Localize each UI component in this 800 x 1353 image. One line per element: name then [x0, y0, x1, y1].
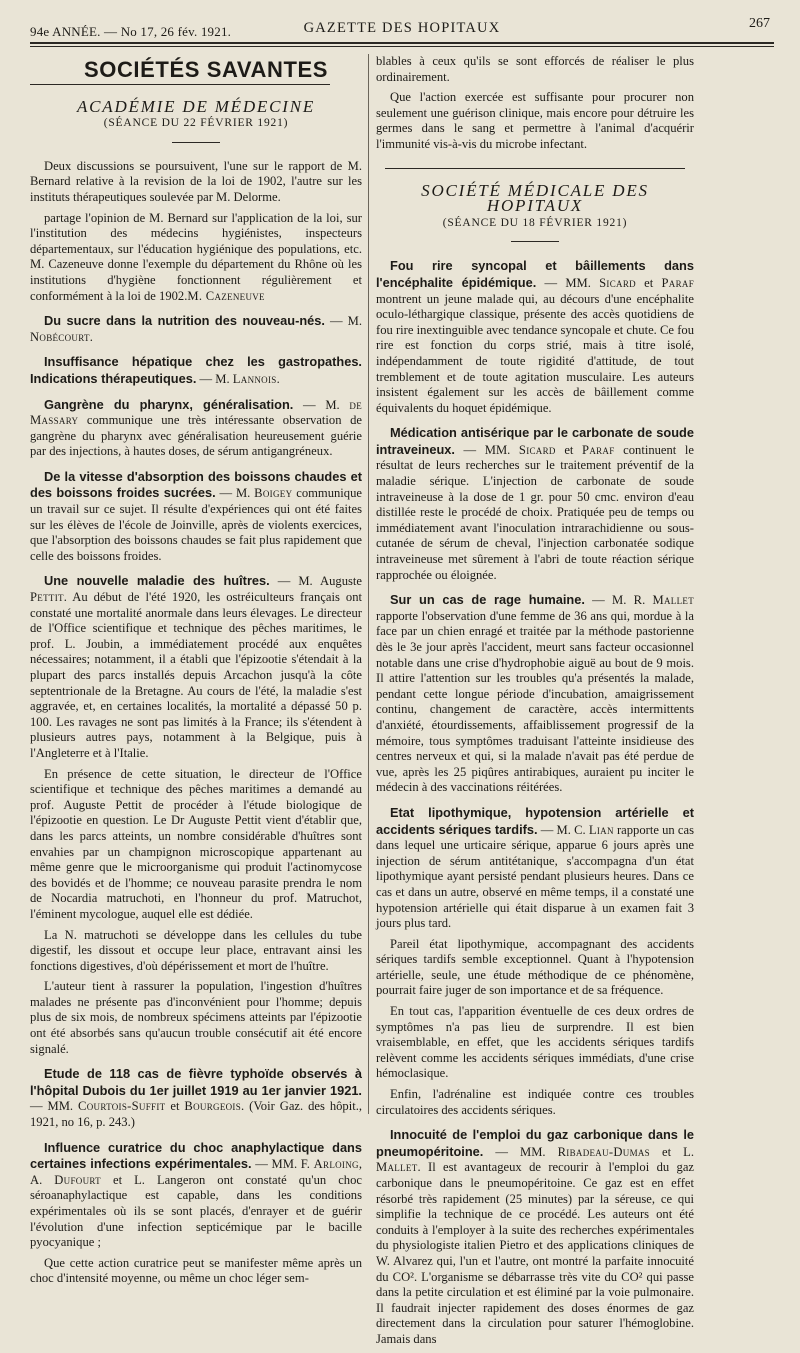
article-paragraph — [30, 767, 362, 923]
author-name: M. Cazeneuve — [187, 288, 265, 303]
article-paragraph — [30, 313, 362, 345]
article-paragraph — [376, 258, 694, 416]
author-name: Ribadeau-Dumas — [557, 1144, 650, 1159]
article-heading: Etude de 118 cas de fièvre typhoïde observés à l'hôpital Dubois du 1er juillet 1919 au 1er janvier 1921. — [30, 1066, 362, 1098]
article-paragraph — [376, 425, 694, 583]
article-text: — M. — [196, 371, 233, 386]
article-heading: Une nouvelle maladie des huîtres. — [44, 573, 270, 589]
author-name: Sicard — [518, 442, 556, 457]
author-name: Lannois — [232, 371, 277, 386]
article-paragraph — [376, 1127, 694, 1347]
article-paragraph — [30, 211, 362, 305]
article-text: . — [276, 371, 280, 386]
article-text: Pareil état lipothymique, accompagnant des accidents sériques tardifs semble exceptionnel. Quant à l'hypotension artérielle, seule, une étude méthodique de ce phénomène, pourrait faire juger de son importance et de sa fréquence. — [376, 936, 694, 998]
author-name: Arloing — [313, 1157, 359, 1172]
society-title-right: SOCIÉTÉ MÉDICALE DES HOPITAUX — [421, 180, 649, 216]
article-text: communique un travail sur ce sujet. Il résulte d'expériences qui ont été faites sur les élèves de l'école de Joinville, après de violents exercices, que l'absorption des boissons chaudes se fait plus rapidement que celle des boissons froides. — [30, 486, 362, 563]
article-paragraph — [376, 1087, 694, 1118]
issue-info: 94e ANNÉE. — No 17, 26 fév. 1921. — [30, 24, 232, 39]
article-heading: Sur un cas de rage humaine. — [390, 592, 585, 608]
header-rule — [30, 42, 774, 44]
article-paragraph — [30, 469, 362, 565]
section-rule-right — [385, 168, 685, 169]
article-heading: Insuffisance hépatique chez les gastropathes. Indications thérapeutiques. — [30, 354, 362, 386]
running-head — [30, 14, 774, 44]
article-text: . Au début de l'été 1920, les ostréiculteurs français ont constaté une mortalité anormale dans leurs élevages. Le directeur de l'Office scientifique et technique des pêches maritimes, le prof. L. Joubin, a immédiatement procédé aux enquêtes nécessaires; notamment, il a établi que l'épizootie s'étendait à la plupart des parcs installés depuis Arcachon jusqu'à la côte septentrionale de la Bretagne. Au cours de l'été, la maladie s'est aggravée, et, en certaines localités, la mortalité a dépassé 50 p. 100. Les ravages ne sont pas limités à la France; ils s'étendent à plusieurs autres pays, notamment à la Belgique, puis à l'Angleterre et à l'Italie. — [30, 590, 362, 760]
article-text: — M. — [324, 314, 362, 329]
article-text: , A. — [30, 1157, 362, 1187]
article-text: — MM. — [536, 275, 600, 290]
author-name: Paraf — [661, 275, 694, 290]
article-text: — M. R. — [584, 593, 653, 608]
article-text: rapporte un cas dans lequel une urticaire sérique, apparue 6 jours après une injection de sérum antitétanique, s'accompagna d'un état lipothymique ayant persisté pendant plusieurs heures. Dans ce cas et dans un autre, observé en même temps, il a constaté une hypotension artérielle qui était disparue à un examen fait 3 jours plus tard. — [376, 822, 695, 931]
article-heading: Etat lipothymique, hypotension artérielle et accidents sériques tardifs. — [376, 804, 694, 837]
author-name: Boigey — [254, 486, 293, 501]
article-text: et L. — [650, 1144, 694, 1159]
short-rule-right — [511, 241, 559, 242]
right-column — [376, 54, 694, 1353]
article-paragraph — [376, 592, 694, 796]
left-column — [30, 54, 362, 1292]
short-rule — [172, 142, 220, 143]
section-title: SOCIÉTÉS SAVANTES — [83, 57, 329, 82]
article-paragraph — [30, 573, 362, 761]
article-heading: Gangrène du pharynx, généralisation. — [44, 396, 294, 412]
right-articles — [376, 258, 694, 1347]
author-name: Paraf — [582, 442, 615, 457]
article-text: — M. — [215, 486, 255, 501]
article-paragraph — [376, 805, 694, 932]
article-paragraph — [30, 928, 362, 975]
article-text: En tout cas, l'apparition éventuelle de ces deux ordres de symptômes n'a pas lieu de surprendre. Il est bien vraisemblable, en effet, que les accidents sériques tardifs relèvent comme les accidents sériques immédiats, d'une crise hémoclasique. — [376, 1004, 694, 1081]
author-name: Lian — [588, 822, 614, 837]
article-text: . — [89, 329, 93, 344]
author-name: Sicard — [599, 275, 636, 290]
article-text: La N. matruchoti se développe dans les cellules du tube digestif, les dissout et occupe leur place, entravant ainsi les fonctions digestives, d'où dépérissement et mort de l'huître. — [30, 927, 362, 973]
article-paragraph — [30, 159, 362, 206]
article-text: — MM. — [30, 1099, 79, 1114]
author-name: Nobécourt — [30, 329, 90, 344]
header-rule-thin — [30, 46, 774, 47]
article-text: . (Voir Gaz. des hôpit., 1921, no 16, p. 243.) — [30, 1099, 363, 1130]
author-name: Courtois-Suffit — [78, 1099, 166, 1114]
article-paragraph — [30, 354, 362, 387]
article-heading: Innocuité de l'emploi du gaz carbonique dans le pneumopéritoine. — [376, 1127, 694, 1159]
article-text: et — [635, 275, 662, 290]
article-heading: De la vitesse d'absorption des boissons chaudes et des boissons froides sucrées. — [30, 468, 362, 501]
article-text: — MM. — [483, 1144, 558, 1159]
author-name: Pettit — [30, 590, 64, 605]
article-text: — M. Auguste — [269, 574, 362, 589]
article-paragraph — [30, 397, 362, 460]
article-text: et — [555, 442, 583, 457]
continued-text: blables à ceux qu'ils se sont efforcés de réaliser le plus ordinairement. — [376, 54, 694, 84]
article-paragraph — [30, 1066, 362, 1130]
article-paragraph — [30, 979, 362, 1057]
author-name: Bourgeois — [184, 1099, 242, 1114]
article-paragraph — [30, 1140, 362, 1251]
article-text: Que cette action curatrice peut se manifester même après un choc d'intensité moyenne, ou même un choc léger sem- — [30, 1255, 362, 1286]
article-text: rapporte l'observation d'une femme de 36 ans qui, mordue à la face par un chien enragé et traitée par la méthode pastorienne dès le 3e jour après l'accident, meurt sans facteur occasionnel notable dans une crise d'hydrophobie aiguë au bout de 9 mois. Il attire l'attention sur les troubles qu'a présentés la malade, pendant cette longue période d'incubation, amaigrissement continu, changement de caractère, accès intermittents d'anxiété, étourdissements, affaiblissement progressif de la mémoire, tous symptômes traduisant l'atteinte insidieuse des centres nerveux et qui, si la malade n'avait pas été perdue de vue, après les 25 piqûres antirabiques, auraient pu inciter le médecin à des vaccinations réitérées. — [376, 608, 694, 795]
article-text: et — [165, 1099, 185, 1114]
article-text: Deux discussions se poursuivent, l'une sur le rapport de M. Bernard relative à la revision de la loi de 1902, l'autre sur les instituts thérapeutiques soulevée par M. Delorme. — [30, 158, 362, 204]
society-title: ACADÉMIE DE MÉDECINE — [76, 96, 316, 116]
article-text: — MM. F. — [251, 1157, 314, 1172]
article-paragraph — [376, 937, 694, 999]
continued-text-2: Que l'action exercée est suffisante pour procurer non seulement une guérison clinique, mais encore pour détruire les germes dans le sang et permettre à l'animal d'acquérir l'immunité vis-à-vis du microbe infectant. — [376, 90, 694, 151]
article-paragraph — [376, 1004, 694, 1082]
article-text: Enfin, l'adrénaline est indiquée contre ces troubles circulatoires des accidents sériques. — [376, 1087, 694, 1117]
left-articles — [30, 159, 362, 1287]
article-text: communique une très intéressante observation de gangrène du pharynx avec généralisation heureusement guérie par des injections, à hautes doses, de sérum antigangréneux. — [30, 413, 362, 459]
section-rule — [30, 84, 330, 85]
journal-title: GAZETTE DES HOPITAUX — [303, 20, 501, 36]
article-heading: Du sucre dans la nutrition des nouveau-nés. — [44, 313, 325, 329]
article-paragraph — [30, 1256, 362, 1287]
author-name: de Massary — [30, 397, 362, 428]
article-heading: Fou rire syncopal et bâillements dans l'encéphalite épidémique. — [376, 258, 694, 290]
article-text: — M. C. — [537, 822, 589, 837]
article-text: L'auteur tient à rassurer la population, l'ingestion d'huîtres malades ne présente pas d'inconvénient pour l'homme; depuis plus de six mois, de nombreux spécimens atteints par l'épizootie ont été absorbés sans qu'aucun trouble consécutif ait été encore signalé. — [30, 979, 362, 1056]
article-heading: Médication antisérique par le carbonate de soude intraveineux. — [376, 425, 694, 457]
article-text: montrent un jeune malade qui, au décours d'une encéphalite oculo-léthargique classique, présente des accès quotidiens de fou rire inextinguible avec tendance syncopale et chute. Ce fou rire est fonction du corps strié, mais à titre isolé, indépendamment de toute rigidité d'attitude, de tout tremblement et de toute agitation musculaire. Les auteurs insistent également sur les accès de bâillement comme équivalents du hoquet épidémique. — [376, 291, 694, 415]
article-text: continuent le résultat de leurs recherches sur le traitement préventif de la maladie sérique. L'injection de carbonate de soude intraveineuse à la dose de 1 gr. pour 50 cmc. environ d'eau distillée reste le procédé de choix. Pratiquée peu de temps ou immédiatement avant l'inoculation intrarachidienne ou sous-cutanée de sérum de cheval, l'injection carbonatée sodique intraveineuse met sûrement à l'abri de toute réaction sérique rapprochée ou éloignée. — [376, 442, 694, 582]
session-date-right: (SÉANCE DU 18 FÉVRIER 1921) — [442, 216, 628, 229]
article-text: partage l'opinion de M. Bernard sur l'application de la loi, sur l'institution des médecins hygiénistes, inspecteurs départementaux, sur l'éducation hygiénique des populations, etc. M. Cazeneuve donne l'exemple du département du Rhône où les institutions d'hygiène fonctionnent régulièrement et conformément à la loi de 1902. — [30, 210, 362, 303]
author-name: Mallet — [376, 1160, 418, 1175]
author-name: Mallet — [652, 593, 694, 608]
session-date: (SÉANCE DU 22 FÉVRIER 1921) — [103, 117, 289, 130]
article-text: et L. Langeron ont constaté qu'un choc séroanaphylactique est capable, dans les conditions expérimentales où ils se sont placés, d'enrayer et de guérir l'évolution d'une infection septicémique par le bacille pyocyanique ; — [30, 1172, 362, 1250]
article-heading: Influence curatrice du choc anaphylactique dans certaines infections expérimentales. — [30, 1139, 362, 1172]
article-text: . Il est avantageux de recourir à l'emploi du gaz carbonique dans le pneumopéritoine. Ce gaz est en effet résorbé très rapidement (25 minutes) par la séreuse, ce qui simplifie la technique de ce procédé. Les auteurs ont été conduits à l'employer à la suite des recherches expérimentales du physiologiste italien Pietro et des applications cliniques de W. Alvarez qui, l'un et l'autre, ont montré la parfaite innocuité du CO². L'organisme se débarrasse très vite du CO² qui passe dans la petite circulation et est éliminé par la voie pulmonaire. Il faudrait injecter rapidement des doses énormes de gaz directement dans la circulation pour saturer l'hémoglobine. Jamais dans — [376, 1160, 694, 1346]
author-name: Dufourt — [54, 1172, 101, 1187]
page-number: 267 — [749, 16, 770, 31]
article-text: — M. — [293, 397, 350, 412]
article-text: — MM. — [454, 442, 519, 457]
column-divider — [368, 54, 369, 1114]
article-text: En présence de cette situation, le directeur de l'Office scientifique et technique des pêches maritimes a demandé au prof. Auguste Pettit de procéder à l'étude biologique de l'épizootie en question. Le Dr Auguste Pettit vient d'établir que, dans les parcs atteints, un nombre considérable d'huîtres sont envahies par un champignon microscopique appartenant au même genre que le microorganisme qui produit l'actinomycose des bovidés et de l'homme; ce nouveau parasite prendra le nom de Nocardia matruchoti, en l'honneur du prof. Matruchot, l'éminent mycologue, auquel elle est dédiée. — [30, 766, 362, 921]
